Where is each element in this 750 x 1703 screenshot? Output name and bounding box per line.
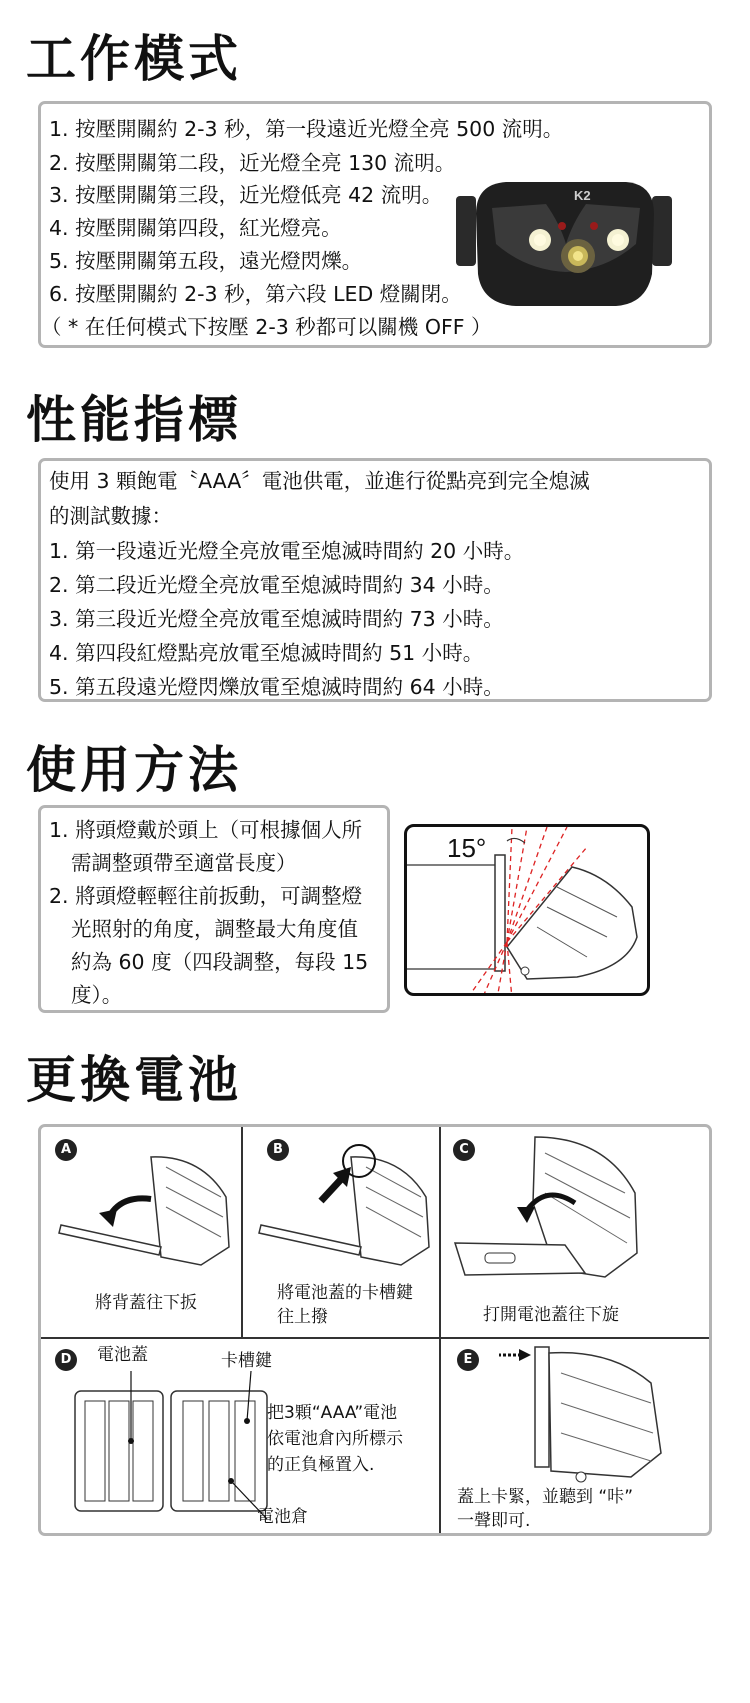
step-d-label-compartment: 電池倉 bbox=[257, 1507, 308, 1527]
perf-line-6: 4. 第四段紅燈點亮放電至熄滅時間約 51 小時。 bbox=[49, 641, 484, 665]
usage-box bbox=[38, 805, 390, 1013]
step-b-caption-2: 往上撥 bbox=[277, 1307, 328, 1327]
perf-line-7: 5. 第五段遠光燈閃爍放電至熄滅時間約 64 小時。 bbox=[49, 675, 504, 699]
performance-box bbox=[38, 458, 712, 702]
perf-line-2: 的測試數據： bbox=[49, 504, 172, 528]
grid-divider-horizontal bbox=[41, 1337, 709, 1339]
mode-line-note: （ * 在任何模式下按壓 2-3 秒都可以關機 OFF ） bbox=[41, 315, 492, 339]
usage-line-4: 光照射的角度，調整最大角度值 bbox=[71, 917, 358, 941]
angle-illustration bbox=[404, 824, 650, 996]
perf-line-5: 3. 第三段近光燈全亮放電至熄滅時間約 73 小時。 bbox=[49, 607, 504, 631]
grid-divider-v2 bbox=[439, 1127, 441, 1533]
step-c-badge: C bbox=[453, 1139, 475, 1161]
mode-box bbox=[38, 101, 712, 348]
step-a-drawing bbox=[51, 1137, 231, 1267]
headlamp-image bbox=[456, 174, 676, 314]
step-a-badge: A bbox=[55, 1139, 77, 1161]
step-b-badge: B bbox=[267, 1139, 289, 1161]
step-b-caption-1: 將電池蓋的卡槽鍵 bbox=[277, 1283, 413, 1303]
mode-line-4: 4. 按壓開關第四段，紅光燈亮。 bbox=[49, 216, 342, 240]
battery-box bbox=[38, 1124, 712, 1536]
perf-line-4: 2. 第二段近光燈全亮放電至熄滅時間約 34 小時。 bbox=[49, 573, 504, 597]
usage-line-2: 需調整頭帶至適當長度） bbox=[71, 851, 297, 875]
usage-line-1: 1. 將頭燈戴於頭上（可根據個人所 bbox=[49, 818, 363, 842]
step-e-drawing bbox=[491, 1343, 691, 1483]
section-title-mode: 工作模式 bbox=[26, 30, 242, 88]
mode-line-5: 5. 按壓開關第五段，遠光燈閃爍。 bbox=[49, 249, 363, 273]
step-a-caption: 將背蓋往下扳 bbox=[95, 1293, 197, 1313]
step-d-label-latch: 卡槽鍵 bbox=[221, 1351, 272, 1371]
mode-line-2: 2. 按壓開關第二段，近光燈全亮 130 流明。 bbox=[49, 151, 456, 175]
usage-line-6: 度）。 bbox=[71, 983, 123, 1007]
step-e-badge: E bbox=[457, 1349, 479, 1371]
step-b-drawing bbox=[251, 1137, 431, 1267]
perf-line-1: 使用 3 顆飽電〝AAA〞電池供電，並進行從點亮到完全熄滅 bbox=[49, 469, 590, 493]
step-d-drawing bbox=[71, 1371, 271, 1521]
angle-label: 15° bbox=[447, 833, 487, 863]
perf-line-3: 1. 第一段遠近光燈全亮放電至熄滅時間約 20 小時。 bbox=[49, 539, 525, 563]
headlamp-tilt-drawing bbox=[407, 827, 650, 996]
mode-line-3: 3. 按壓開關第三段，近光燈低亮 42 流明。 bbox=[49, 183, 443, 207]
usage-line-3: 2. 將頭燈輕輕往前扳動，可調整燈 bbox=[49, 884, 363, 908]
step-d-text-3: 的正負極置入. bbox=[267, 1455, 375, 1475]
section-title-performance: 性能指標 bbox=[26, 391, 242, 449]
step-d-badge: D bbox=[55, 1349, 77, 1371]
step-e-caption-1: 蓋上卡緊，並聽到 “咔” bbox=[457, 1487, 634, 1507]
step-d-label-cover: 電池蓋 bbox=[97, 1345, 148, 1365]
step-d-text-1: 把3顆“AAA”電池 bbox=[267, 1403, 398, 1423]
usage-line-5: 約為 60 度（四段調整，每段 15 bbox=[71, 950, 369, 974]
step-c-caption: 打開電池蓋往下旋 bbox=[483, 1305, 619, 1325]
headlamp-model-label: K2 bbox=[574, 188, 591, 203]
step-e-caption-2: 一聲即可. bbox=[457, 1511, 531, 1531]
step-d-text-2: 依電池倉內所標示 bbox=[267, 1429, 403, 1449]
grid-divider-v1 bbox=[241, 1127, 243, 1337]
section-title-usage: 使用方法 bbox=[26, 741, 242, 799]
section-title-battery: 更換電池 bbox=[26, 1051, 242, 1109]
step-c-drawing bbox=[445, 1133, 645, 1283]
mode-line-1: 1. 按壓開關約 2-3 秒，第一段遠近光燈全亮 500 流明。 bbox=[49, 117, 564, 141]
mode-line-6: 6. 按壓開關約 2-3 秒，第六段 LED 燈關閉。 bbox=[49, 282, 462, 306]
